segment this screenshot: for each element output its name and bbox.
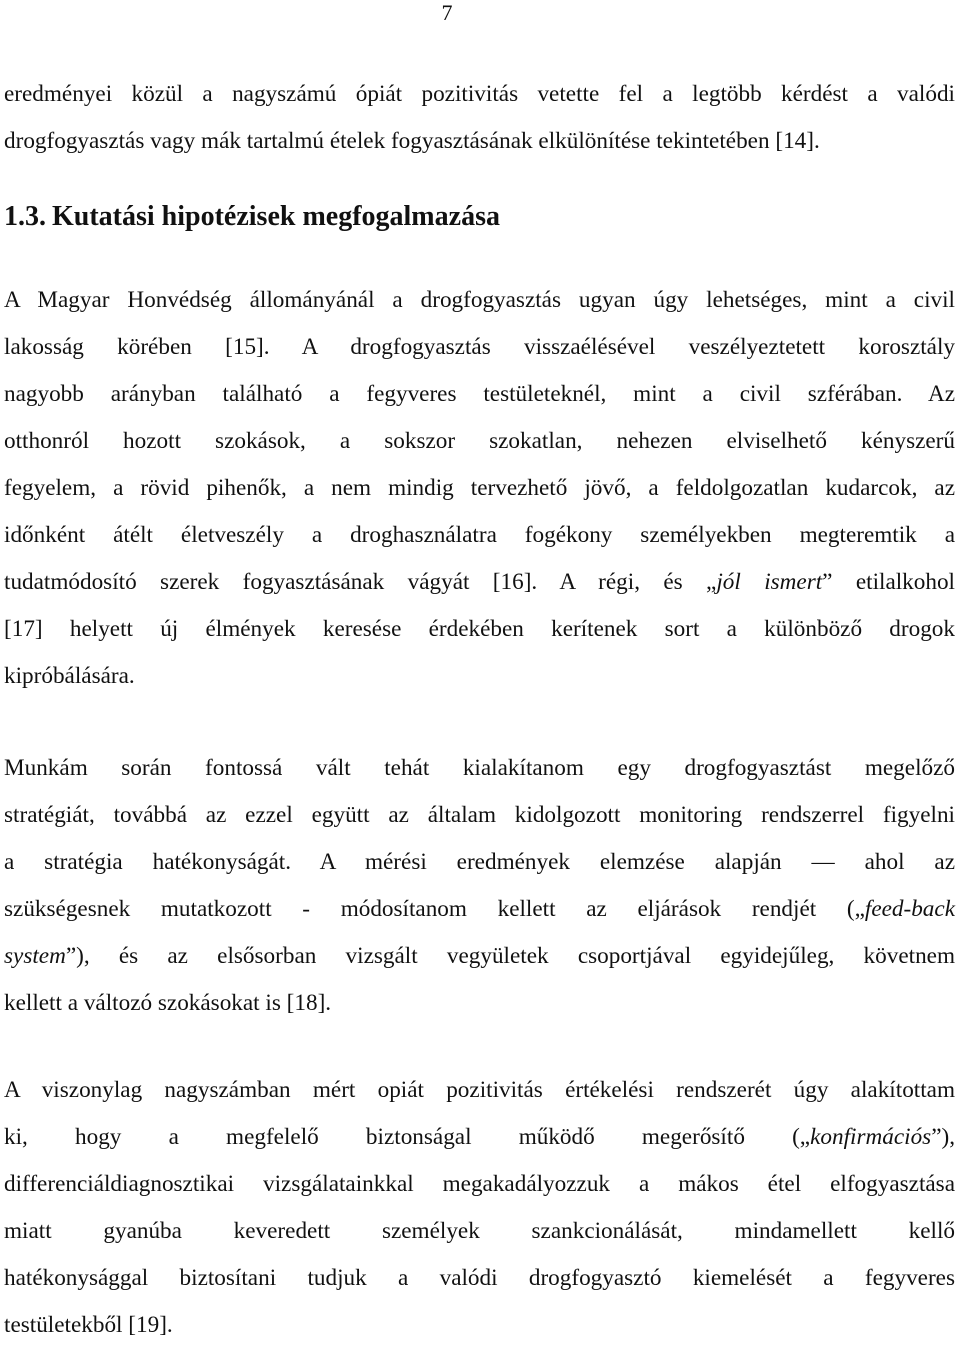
section-number: 1.3.: [4, 201, 46, 232]
text-line: differenciáldiagnosztikai vizsgálatainkkal megakadályozzuk a mákos étel elfogyasztása: [4, 1171, 955, 1197]
text-line: otthonról hozott szokások, a sokszor szokatlan, nehezen elviselhető kényszerű: [4, 428, 955, 454]
text-line: drogfogyasztás vagy mák tartalmú ételek fogyasztásának elkülönítése tekintetében [14].: [4, 128, 820, 154]
hypotheses-paragraph-3: [4, 1067, 955, 1349]
text-line: testületekből [19].: [4, 1312, 173, 1338]
text-line: system”), és az elsősorban vizsgált vegyületek csoportjával egyidejűleg, követnem: [4, 943, 955, 969]
text-line: [17] helyett új élmények keresése érdekében kerítenek sort a különböző drogok: [4, 616, 955, 642]
text-line: Munkám során fontossá vált tehát kialakítanom egy drogfogyasztást megelőző: [4, 755, 955, 781]
text-line: stratégiát, továbbá az ezzel együtt az általam kidolgozott monitoring rendszerrel figyelni: [4, 802, 955, 828]
text-line: miatt gyanúba keveredett személyek szankcionálását, mindamellett kellő: [4, 1218, 955, 1244]
page-number: 7: [441, 0, 453, 25]
text-line: eredményei közül a nagyszámú ópiát pozitivitás vetette fel a legtöbb kérdést a valódi: [4, 81, 955, 107]
text-line: szükségesnek mutatkozott - módosítanom kellett az eljárások rendjét („feed-back: [4, 896, 955, 922]
text-line: kellett a változó szokásokat is [18].: [4, 990, 332, 1016]
text-line: A viszonylag nagyszámban mért opiát pozitivitás értékelési rendszerét úgy alakítottam: [4, 1077, 955, 1103]
text-line: a stratégia hatékonyságát. A mérési eredmények elemzése alapján — ahol az: [4, 849, 955, 875]
italic-term: jól ismert: [716, 569, 823, 595]
hypotheses-paragraph-2: [4, 745, 955, 1027]
italic-term: system: [4, 943, 66, 969]
section-title: Kutatási hipotézisek megfogalmazása: [52, 201, 500, 232]
text-line: időnként átélt életveszély a droghasználatra fogékony személyekben megteremtik a: [4, 522, 955, 548]
text-line: ki, hogy a megfelelő biztonságal működő megerősítő („konfirmációs”),: [4, 1124, 955, 1150]
text-line: A Magyar Honvédség állományánál a drogfogyasztás ugyan úgy lehetséges, mint a civil: [4, 287, 955, 313]
text-line: hatékonysággal biztosítani tudjuk a valódi drogfogyasztó kiemelését a fegyveres: [4, 1265, 955, 1291]
italic-term: feed-back: [864, 896, 955, 922]
text-line: lakosság körében [15]. A drogfogyasztás visszaélésével veszélyeztetett korosztály: [4, 334, 955, 360]
text-line: nagyobb arányban található a fegyveres testületeknél, mint a civil szférában. Az: [4, 381, 955, 407]
italic-term: konfirmációs: [810, 1124, 932, 1150]
intro-paragraph: [4, 71, 955, 165]
hypotheses-paragraph-1: [4, 277, 955, 700]
section-heading: [4, 193, 500, 240]
text-line: fegyelem, a rövid pihenők, a nem mindig tervezhető jövő, a feldolgozatlan kudarcok, az: [4, 475, 955, 501]
text-line: tudatmódosító szerek fogyasztásának vágyát [16]. A régi, és „jól ismert” etilalkohol: [4, 569, 955, 595]
text-line: kipróbálására.: [4, 663, 135, 689]
